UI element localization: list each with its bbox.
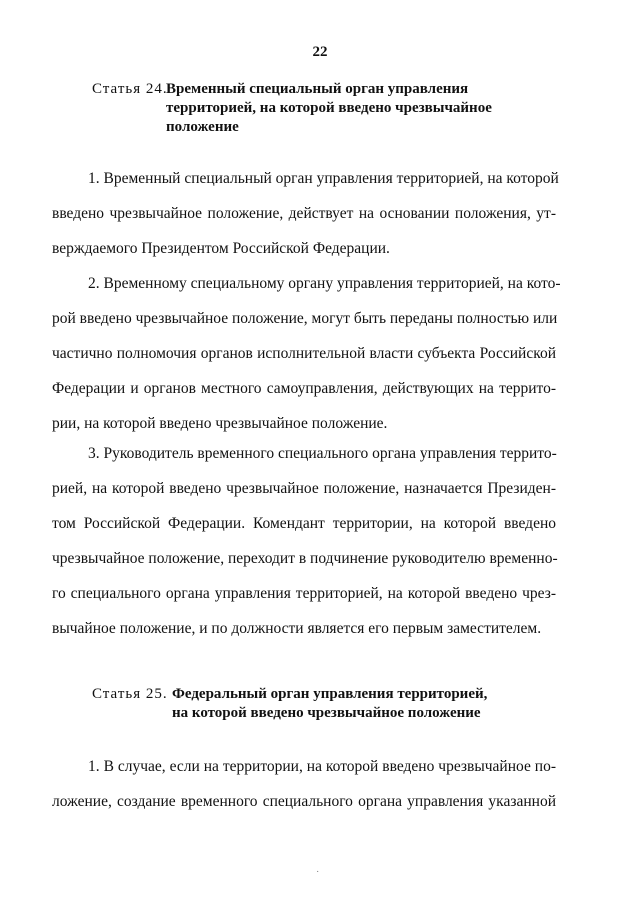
text-line: чрезвычайное положение, переходит в подчинение руководителю временно- [52,550,558,567]
article-25-title-line: на которой введено чрезвычайное положение [172,705,481,721]
text-line: 1. В случае, если на территории, на которой введено чрезвычайное по- [88,758,556,775]
text-line: рией, на которой введено чрезвычайное положение, назначается Президен- [52,480,556,497]
article-25-label: Статья 25. [92,686,168,702]
text-line: рии, на которой введено чрезвычайное положение. [52,415,388,432]
article-25-title [172,685,487,723]
scan-speck: ˙ [316,870,320,881]
text-line: ложение, создание временного специального органа управления указанной [52,793,556,810]
article-24-label: Статья 24. [92,81,168,97]
text-line: рой введено чрезвычайное положение, могут быть переданы полностью или [52,310,558,327]
article-24-title-line: положение [166,119,239,135]
article-24-title-line: территорией, на которой введено чрезвычайное [166,100,492,116]
text-line: Федерации и органов местного самоуправления, действующих на террито- [52,380,556,397]
text-line: верждаемого Президентом Российской Федерации. [52,240,390,257]
text-line: частично полномочия органов исполнительной власти субъекта Российской [52,345,556,362]
article-25-title-line: Федеральный орган управления территорией, [172,686,488,702]
text-line: 1. Временный специальный орган управления территорией, на которой [88,170,559,187]
text-line: введено чрезвычайное положение, действует на основании положения, ут- [52,205,556,222]
article-24-title [166,80,492,137]
text-line: 3. Руководитель временного специального органа управления террито- [88,445,557,462]
text-line: го специального органа управления территорией, на которой введено чрез- [52,585,556,602]
article-24-title-line: Временный специальный орган управления [166,81,469,97]
text-line: вычайное положение, и по должности является его первым заместителем. [52,620,542,637]
page-number: 22 [312,44,328,60]
text-line: 2. Временному специальному органу управления территорией, на кото- [88,275,561,292]
text-line: том Российской Федерации. Комендант территории, на которой введено [52,515,556,532]
